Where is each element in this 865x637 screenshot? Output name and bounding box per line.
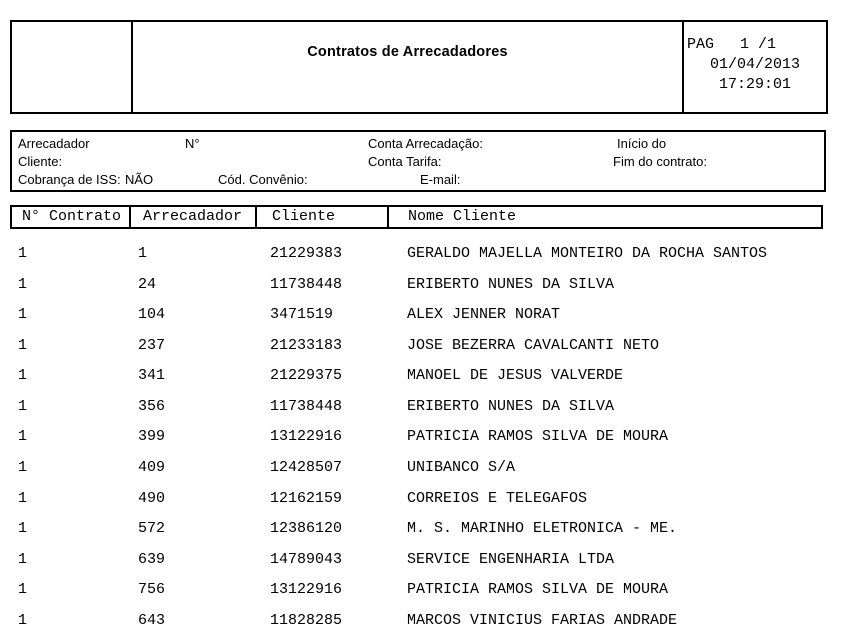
cell-num-contrato: 1 [18,428,28,446]
cell-nome-cliente: ERIBERTO NUNES DA SILVA [407,397,615,415]
table-row [10,459,865,490]
cell-num-contrato: 1 [18,611,28,629]
column-header-cliente: Cliente [272,208,336,225]
cell-num-contrato: 1 [18,489,28,507]
page-number-line [684,35,826,55]
cell-arrecadador: 643 [138,611,166,629]
cell-cliente: 21229383 [270,245,343,262]
cell-cliente: 12162159 [270,489,343,507]
cell-nome-cliente: ERIBERTO NUNES DA SILVA [407,275,615,293]
report-date: 01/04/2013 [709,56,800,73]
column-header-arrecadador: Arrecadador [143,208,243,225]
cell-nome-cliente: MARCOS VINICIUS FARIAS ANDRADE [407,611,678,629]
cell-nome-cliente: MANOEL DE JESUS VALVERDE [407,367,624,385]
cell-num-contrato: 1 [18,459,28,477]
fim-contrato-label: Fim do contrato: [613,154,707,169]
filter-summary-box [10,130,826,192]
cell-arrecadador: 490 [138,489,166,507]
cod-convenio-label: Cód. Convênio: [218,172,308,187]
report-header [10,20,828,114]
cell-cliente: 11828285 [270,611,343,629]
report-time: 17:29:01 [718,76,791,93]
conta-tarifa-label: Conta Tarifa: [368,154,442,169]
cell-arrecadador: 399 [138,428,166,446]
cell-nome-cliente: JOSE BEZERRA CAVALCANTI NETO [407,336,660,354]
cell-cliente: 3471519 [270,306,334,324]
column-divider-1 [129,207,131,227]
cell-cliente: 13122916 [270,581,343,599]
cell-nome-cliente: M. S. MARINHO ELETRONICA - ME. [407,520,678,538]
table-row [10,520,865,551]
cell-cliente: 12428507 [270,459,343,477]
table-row [10,306,865,337]
cell-nome-cliente: PATRICIA RAMOS SILVA DE MOURA [407,428,669,446]
inicio-contrato-label: Início do [617,136,667,151]
cliente-label: Cliente: [18,154,63,169]
cobranca-iss-label: Cobrança de ISS: [18,172,121,187]
cell-cliente: 21229375 [270,367,343,385]
cell-num-contrato: 1 [18,520,28,538]
page-info [684,35,826,95]
cell-cliente: 12386120 [270,520,343,538]
cell-cliente: 14789043 [270,550,343,568]
table-row [10,337,865,368]
cell-cliente: 11738448 [270,275,343,293]
cell-num-contrato: 1 [18,275,28,293]
cell-nome-cliente: SERVICE ENGENHARIA LTDA [407,550,615,568]
cell-nome-cliente: UNIBANCO S/A [407,459,516,477]
cobranca-iss-value: NÃO [125,172,154,187]
table-row [10,612,865,637]
column-divider-2 [255,207,257,227]
cell-arrecadador: 104 [138,306,166,324]
cell-cliente: 11738448 [270,397,343,415]
page-label: PAG [687,36,715,53]
table-row [10,428,865,459]
cell-arrecadador: 639 [138,550,166,568]
cell-num-contrato: 1 [18,336,28,354]
cell-num-contrato: 1 [18,367,28,385]
cell-arrecadador: 24 [138,275,157,293]
page-title: Contratos de Arrecadadores [307,44,508,60]
cell-arrecadador: 572 [138,520,166,538]
cell-nome-cliente: ALEX JENNER NORAT [407,306,561,324]
cell-arrecadador: 756 [138,581,166,599]
cell-num-contrato: 1 [18,581,28,599]
cell-nome-cliente: PATRICIA RAMOS SILVA DE MOURA [407,581,669,599]
table-row [10,276,865,307]
cell-arrecadador: 237 [138,336,166,354]
numero-label: N° [185,136,200,151]
email-label: E-mail: [420,172,461,187]
table-row [10,398,865,429]
cell-arrecadador: 409 [138,459,166,477]
page-value: 1 /1 [739,36,776,53]
column-divider-3 [387,207,389,227]
cell-nome-cliente: CORREIOS E TELEGAFOS [407,489,588,507]
table-row [10,551,865,582]
table-row [10,245,865,276]
cell-num-contrato: 1 [18,397,28,415]
cell-nome-cliente: GERALDO MAJELLA MONTEIRO DA ROCHA SANTOS [407,245,768,262]
cell-num-contrato: 1 [18,550,28,568]
table-header-row [10,205,823,229]
cell-arrecadador: 1 [138,245,148,262]
cell-arrecadador: 341 [138,367,166,385]
column-header-nome: Nome Cliente [408,208,517,225]
cell-cliente: 21233183 [270,336,343,354]
cell-arrecadador: 356 [138,397,166,415]
table-row [10,367,865,398]
table-row [10,581,865,612]
table-row [10,490,865,521]
arrecadador-label: Arrecadador [18,136,90,151]
cell-num-contrato: 1 [18,306,28,324]
contracts-rows [10,240,865,637]
cell-cliente: 13122916 [270,428,343,446]
cell-num-contrato: 1 [18,245,28,262]
column-header-contrato: N° Contrato [22,208,122,225]
conta-arrecadacao-label: Conta Arrecadação: [368,136,483,151]
header-divider-1 [131,22,133,112]
